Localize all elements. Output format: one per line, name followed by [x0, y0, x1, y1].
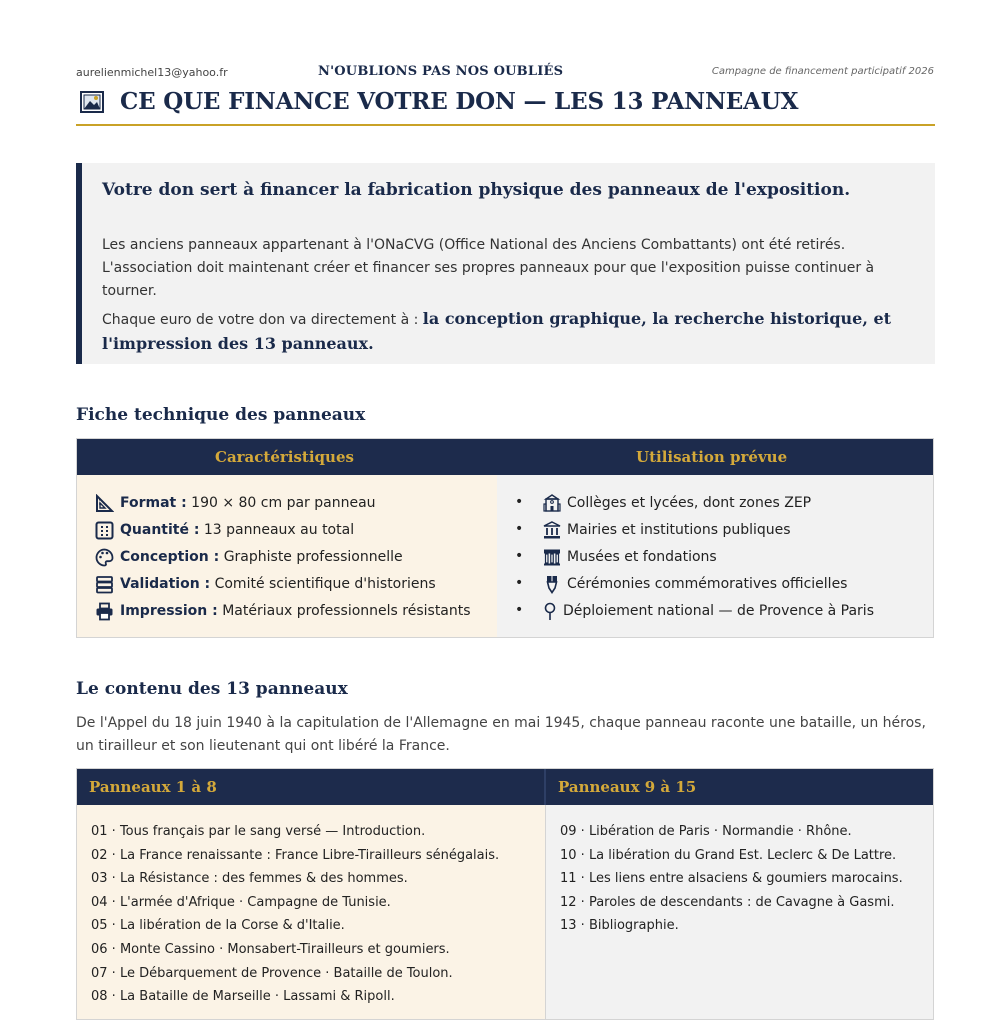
usage-text: Cérémonies commémoratives officielles: [567, 576, 848, 592]
spec-value: 13 panneaux au total: [203, 522, 355, 538]
panel-item: 01 · Tous français par le sang versé — Introduction.: [91, 824, 426, 839]
campaign-label: Campagne de financement participatif 2026: [711, 66, 934, 77]
usage-text: Mairies et institutions publiques: [567, 522, 791, 538]
framed-picture-icon: [80, 91, 104, 113]
medal-icon: [543, 575, 561, 594]
usage-text: Collèges et lycées, dont zones ZEP: [567, 495, 812, 511]
spec-label: Format :: [120, 495, 187, 511]
callout-summary: [102, 307, 922, 357]
panel-item: 05 · La libération de la Corse & d'Italie.: [91, 918, 345, 934]
panel-item: 08 · La Bataille de Marseille · Lassami & Ripoll.: [91, 989, 395, 1005]
spec-characteristics: [77, 475, 497, 637]
institution-icon: [543, 521, 561, 540]
donation-callout: [76, 163, 935, 364]
spec-value: 190 × 80 cm par panneau: [191, 495, 376, 511]
title-divider: [76, 124, 935, 126]
spec-table-header: [77, 439, 933, 475]
content-section-title: Le contenu des 13 panneaux: [76, 679, 348, 699]
panel-item: 02 · La France renaissante : France Libre-Tirailleurs sénégalais.: [91, 847, 500, 863]
map-pin-icon: [541, 602, 559, 621]
panels-col-1-8: Panneaux 1 à 8: [89, 778, 217, 796]
spec-label: Conception :: [120, 549, 220, 565]
bullet: •: [515, 548, 524, 564]
contact-email[interactable]: aurelienmichel13@yahoo.fr: [76, 66, 228, 79]
bullet: •: [515, 602, 524, 618]
page-header: [76, 62, 934, 84]
panels-table: [76, 768, 934, 1020]
panel-item: 06 · Monte Cassino · Monsabert-Tirailleurs et goumiers.: [91, 941, 450, 957]
usage-text: Musées et fondations: [567, 549, 717, 565]
panel-item: 03 · La Résistance : des femmes & des hommes.: [91, 871, 408, 887]
spec-label: Validation :: [120, 576, 211, 592]
spec-section-title: Fiche technique des panneaux: [76, 405, 366, 425]
spec-col-usage: Utilisation prévue: [636, 448, 788, 466]
printer-icon: [95, 602, 114, 621]
panel-item: 12 · Paroles de descendants : de Cavagne à Gasmi.: [560, 894, 895, 910]
books-icon: [95, 575, 114, 594]
panels-col-9-15: Panneaux 9 à 15: [558, 778, 697, 796]
ruler-triangle-icon: [95, 494, 114, 513]
museum-icon: [543, 548, 561, 567]
panels-list-left: [77, 805, 545, 1019]
panel-item: 07 · Le Débarquement de Provence · Bataille de Toulon.: [91, 965, 453, 981]
grid-icon: [95, 521, 114, 540]
bullet: •: [515, 521, 524, 537]
page-title: CE QUE FINANCE VOTRE DON — LES 13 PANNEAUX: [120, 88, 799, 115]
spec-table: [76, 438, 934, 638]
callout-heading: Votre don sert à financer la fabrication physique des panneaux de l'exposition.: [102, 180, 851, 200]
panel-item: 09 · Libération de Paris · Normandie · Rhône.: [560, 824, 852, 839]
spec-label: Impression :: [120, 603, 218, 619]
callout-summary-strong: la conception graphique, la recherche historique, et l'impression des 13 panneaux.: [102, 309, 892, 353]
content-intro: De l'Appel du 18 juin 1940 à la capitulation de l'Allemagne en mai 1945, chaque panneau raconte une bataille, un héros, un tirailleur et son lieutenant qui ont libéré la France.: [76, 715, 926, 754]
palette-icon: [95, 548, 114, 567]
panel-item: 13 · Bibliographie.: [560, 918, 679, 934]
bullet: •: [515, 494, 524, 510]
callout-summary-prefix: Chaque euro de votre don va directement à :: [102, 312, 419, 328]
header-divider: [544, 769, 546, 805]
title-block: [76, 88, 934, 124]
spec-value: Comité scientifique d'historiens: [214, 576, 436, 592]
callout-body: Les anciens panneaux appartenant à l'ONaCVG (Office National des Anciens Combattants) ont été retirés. L'association doit maintenant créer et financer ses propres panneaux pour que l'exposition puisse continuer à tourner.: [102, 237, 875, 299]
spec-label: Quantité :: [120, 522, 200, 538]
panels-table-header: [77, 769, 933, 805]
spec-value: Matériaux professionnels résistants: [222, 603, 471, 619]
spec-col-characteristics: Caractéristiques: [215, 448, 354, 466]
panels-list-right: [545, 805, 933, 1019]
bullet: •: [515, 575, 524, 591]
usage-text: Déploiement national — de Provence à Paris: [563, 603, 874, 619]
panel-item: 04 · L'armée d'Afrique · Campagne de Tunisie.: [91, 894, 391, 910]
panel-item: 11 · Les liens entre alsaciens & goumiers marocains.: [560, 871, 903, 887]
panel-item: 10 · La libération du Grand Est. Leclerc & De Lattre.: [560, 847, 897, 863]
association-name: N'OUBLIONS PAS NOS OUBLIÉS: [318, 64, 564, 79]
spec-usage: [497, 475, 933, 637]
school-icon: [543, 494, 561, 513]
spec-value: Graphiste professionnelle: [223, 549, 403, 565]
